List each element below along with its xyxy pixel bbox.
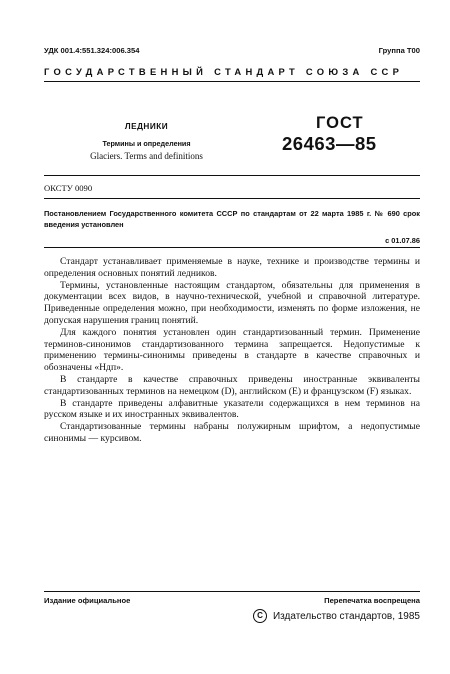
gost-designation <box>282 114 422 156</box>
copyright-icon: C <box>253 609 267 623</box>
udk-code: УДК 001.4:551.324:006.354 <box>44 46 140 55</box>
document-subtitle: Термины и определения <box>102 139 191 148</box>
okstu-code: ОКСТУ 0090 <box>44 183 93 193</box>
paragraph: Стандарт устанавливает применяемые в науке, технике и производстве термины и определения основных понятий ледников. <box>44 256 420 279</box>
body-text <box>44 256 420 445</box>
paragraph: Термины, установленные настоящим стандартом, обязательны для применения в документации всех видов, в научно-технической, учебной и справочной литературе. Приведенные определения можно, при необходимости, изменять по форме изложения, не допуская нарушения границ понятий. <box>44 279 420 326</box>
effective-date: с 01.07.86 <box>385 236 420 245</box>
paragraph: Стандартизованные термины набраны полужирным шрифтом, а недопустимые синонимы — курсивом. <box>44 421 420 444</box>
group-code: Группа Т00 <box>378 46 420 55</box>
decree-text: Постановлением Государственного комитета СССР по стандартам от 22 марта 1985 г. № 690 срок введения установлен <box>44 209 420 229</box>
title-block <box>44 114 420 174</box>
document-title: ЛЕДНИКИ <box>124 122 169 131</box>
header-divider <box>44 81 420 82</box>
reprint-prohibited-label: Перепечатка воспрещена <box>324 596 420 605</box>
title-left <box>44 114 249 161</box>
gost-label: ГОСТ <box>316 114 364 132</box>
title-divider <box>44 175 420 176</box>
gost-number: 26463—85 <box>282 133 377 154</box>
state-standard-title: ГОСУДАРСТВЕННЫЙ СТАНДАРТ СОЮЗА ССР <box>44 66 404 77</box>
footer-divider <box>44 591 420 592</box>
copyright-text: Издательство стандартов, 1985 <box>272 610 420 622</box>
paragraph: В стандарте в качестве справочных приведены иностранные эквиваленты стандартизованных терминов на немецком (D), английском (E) и французском (F) языках. <box>44 373 420 397</box>
paragraph: Для каждого понятия установлен один стандартизованный термин. Применение терминов-синонимов стандартизованного термина запрещается. Недопустимые к применению термины-синонимы приведены в стандарте в качестве справочных и обозначены «Ндп». <box>44 326 420 374</box>
decree-divider <box>44 247 420 248</box>
copyright-line <box>228 609 420 623</box>
official-edition-label: Издание официальное <box>44 596 131 605</box>
header-row <box>44 46 420 60</box>
paragraph: В стандарте приведены алфавитные указатели содержащихся в нем терминов на русском языке и их иностранных эквивалентов. <box>44 397 420 421</box>
okstu-divider <box>44 198 420 199</box>
document-english-title: Glaciers. Terms and definitions <box>90 151 203 161</box>
